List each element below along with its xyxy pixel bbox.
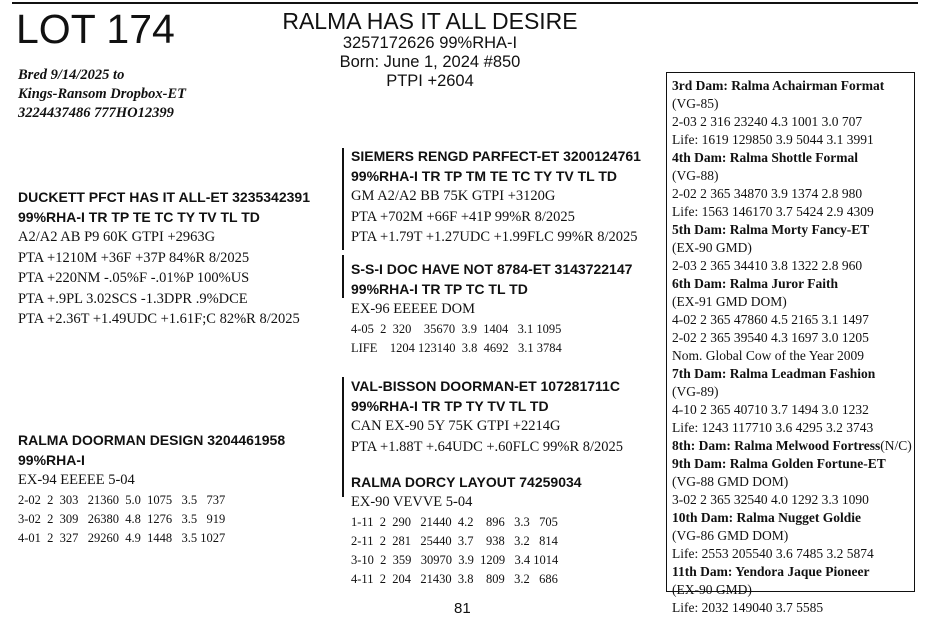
dams-sire-subtitle: 99%RHA-I TR TP TY TV TL TD xyxy=(351,398,549,414)
dam-classification: EX-94 EEEEE 5-04 xyxy=(18,472,135,488)
dam-10-line: (VG-86 GMD DOM) xyxy=(672,528,789,543)
dam-11-line: Life: 2032 149040 3.7 5585 xyxy=(672,600,824,615)
sires-dam-record: 4-05 2 320 35670 3.9 1404 3.1 1095 xyxy=(351,321,562,336)
sires-sire-line: GM A2/A2 BB 75K GTPI +3120G xyxy=(351,188,556,204)
sires-sire-line: PTA +702M +66F +41P 99%R 8/2025 xyxy=(351,208,575,225)
dams-dam-block xyxy=(351,472,582,589)
sire-subtitle: 99%RHA-I TR TP TE TC TY TV TL TD xyxy=(18,209,260,225)
dam-10-title: 10th Dam: Ralma Nugget Goldie xyxy=(672,510,861,525)
sires-sire-line: PTA +1.79T +1.27UDC +1.99FLC 99%R 8/2025 xyxy=(351,229,638,245)
dam-6-line: 2-02 2 365 39540 4.3 1697 3.0 1205 xyxy=(672,330,869,345)
dam-5-line: 2-03 2 365 34410 3.8 1322 2.8 960 xyxy=(672,258,863,273)
sire-line: PTA +220NM -.05%F -.01%P 100%US xyxy=(18,270,250,286)
dam-9-title: 9th Dam: Ralma Golden Fortune-ET xyxy=(672,456,886,471)
dam-7-line: Life: 1243 117710 3.6 4295 3.2 3743 xyxy=(672,420,874,435)
bred-line: Bred 9/14/2025 to xyxy=(18,67,125,83)
sires-dam-block xyxy=(351,259,632,358)
bred-info xyxy=(18,66,186,123)
pedigree-bracket xyxy=(342,148,344,250)
dams-dam-record: 4-11 2 204 21430 3.8 809 3.2 686 xyxy=(351,571,558,586)
birth-date: Born: June 1, 2024 #850 xyxy=(339,53,521,71)
dams-dam-record: 2-11 2 281 25440 3.7 938 3.2 814 xyxy=(351,533,558,548)
dam-3-line: 2-03 2 316 23240 4.3 1001 3.0 707 xyxy=(672,114,863,129)
dam-4-title: 4th Dam: Ralma Shottle Formal xyxy=(672,150,858,165)
dam-6-title: 6th Dam: Ralma Juror Faith xyxy=(672,276,838,291)
dam-4-line: (VG-88) xyxy=(672,168,719,183)
dam-subtitle: 99%RHA-I xyxy=(18,452,85,468)
dam-4-line: 2-02 2 365 34870 3.9 1374 2.8 980 xyxy=(672,186,863,201)
dam-7-line: (VG-89) xyxy=(672,384,719,399)
dam-9-line: 3-02 2 365 32540 4.0 1292 3.3 1090 xyxy=(672,492,869,507)
dam-5-line: (EX-90 GMD) xyxy=(672,240,752,255)
dam-block xyxy=(18,430,285,548)
animal-header xyxy=(240,8,620,91)
registration: 3257172626 99%RHA-I xyxy=(342,34,518,52)
dam-8-row xyxy=(672,437,914,455)
dam-7-title: 7th Dam: Ralma Leadman Fashion xyxy=(672,366,876,381)
dam-6-line: Nom. Global Cow of the Year 2009 xyxy=(672,348,864,363)
dams-dam-record: 1-11 2 290 21440 4.2 896 3.3 705 xyxy=(351,514,558,529)
dam-record: 4-01 2 327 29260 4.9 1448 3.5 1027 xyxy=(18,530,226,545)
sire-line: PTA +2.36T +1.49UDC +1.61F;C 82%R 8/2025 xyxy=(18,311,300,327)
sire-title: DUCKETT PFCT HAS IT ALL-ET 3235342391 xyxy=(18,189,310,205)
dam-4-line: Life: 1563 146170 3.7 5424 2.9 4309 xyxy=(672,204,874,219)
dam-8-title: 8th: Dam: Ralma Melwood Fortress xyxy=(672,438,881,453)
dam-7-line: 4-10 2 365 40710 3.7 1494 3.0 1232 xyxy=(672,402,869,417)
dam-5-title: 5th Dam: Ralma Morty Fancy-ET xyxy=(672,222,870,237)
bred-line: 3224437486 777HO12399 xyxy=(18,105,174,121)
dams-sire-line: PTA +1.88T +.64UDC +.60FLC 99%R 8/2025 xyxy=(351,438,624,455)
sire-line: PTA +1210M +36F +37P 84%R 8/2025 xyxy=(18,249,250,266)
dam-3-title: 3rd Dam: Ralma Achairman Format xyxy=(672,78,885,93)
dams-sire-title: VAL-BISSON DOORMAN-ET 107281711C xyxy=(351,378,620,394)
bred-line: Kings-Ransom Dropbox-ET xyxy=(18,86,186,102)
dam-record: 2-02 2 303 21360 5.0 1075 3.5 737 xyxy=(18,492,226,507)
dam-6-line: (EX-91 GMD DOM) xyxy=(672,294,787,309)
sires-dam-subtitle: 99%RHA-I TR TP TC TL TD xyxy=(351,281,528,297)
dam-6-line: 4-02 2 365 47860 4.5 2165 3.1 1497 xyxy=(672,312,869,327)
sire-line: A2/A2 AB P9 60K GTPI +2963G xyxy=(18,229,216,245)
animal-name: RALMA HAS IT ALL DESIRE xyxy=(282,8,578,34)
ptpi: PTPI +2604 xyxy=(386,72,474,90)
dam-8-note: (N/C) xyxy=(880,438,912,453)
dam-9-line: (VG-88 GMD DOM) xyxy=(672,474,789,489)
sire-line: PTA +.9PL 3.02SCS -1.3DPR .9%DCE xyxy=(18,290,248,307)
dams-dam-title: RALMA DORCY LAYOUT 74259034 xyxy=(351,474,582,490)
page-number: 81 xyxy=(454,600,471,617)
sires-sire-block xyxy=(351,146,641,248)
sires-sire-subtitle: 99%RHA-I TR TP TM TE TC TY TV TL TD xyxy=(351,168,618,184)
sires-dam-title: S-S-I DOC HAVE NOT 8784-ET 3143722147 xyxy=(351,261,633,277)
dam-3-line: (VG-85) xyxy=(672,96,719,111)
dam-11-title: 11th Dam: Yendora Jaque Pioneer xyxy=(672,564,870,579)
sires-dam-classification: EX-96 EEEEE DOM xyxy=(351,301,476,317)
dams-sire-line: CAN EX-90 5Y 75K GTPI +2214G xyxy=(351,418,561,434)
dams-sire-block xyxy=(351,376,623,457)
top-rule xyxy=(12,2,918,4)
dam-11-line: (EX-90 GMD) xyxy=(672,582,752,597)
sire-block xyxy=(18,187,310,330)
dam-record: 3-02 2 309 26380 4.8 1276 3.5 919 xyxy=(18,511,226,526)
sires-dam-record: LIFE 1204 123140 3.8 4692 3.1 3784 xyxy=(351,340,562,355)
dam-10-line: Life: 2553 205540 3.6 7485 3.2 5874 xyxy=(672,546,874,561)
sires-sire-title: SIEMERS RENGD PARFECT-ET 3200124761 xyxy=(351,148,641,164)
dam-title: RALMA DOORMAN DESIGN 3204461958 xyxy=(18,432,286,448)
dam-3-line: Life: 1619 129850 3.9 5044 3.1 3991 xyxy=(672,132,874,147)
pedigree-bracket xyxy=(342,377,344,497)
extended-dams-box xyxy=(666,72,915,615)
dams-dam-record: 3-10 2 359 30970 3.9 1209 3.4 1014 xyxy=(351,552,559,567)
pedigree-bracket xyxy=(342,255,344,298)
dams-dam-classification: EX-90 VEVVE 5-04 xyxy=(351,494,473,510)
lot-number: LOT 174 xyxy=(16,6,175,52)
